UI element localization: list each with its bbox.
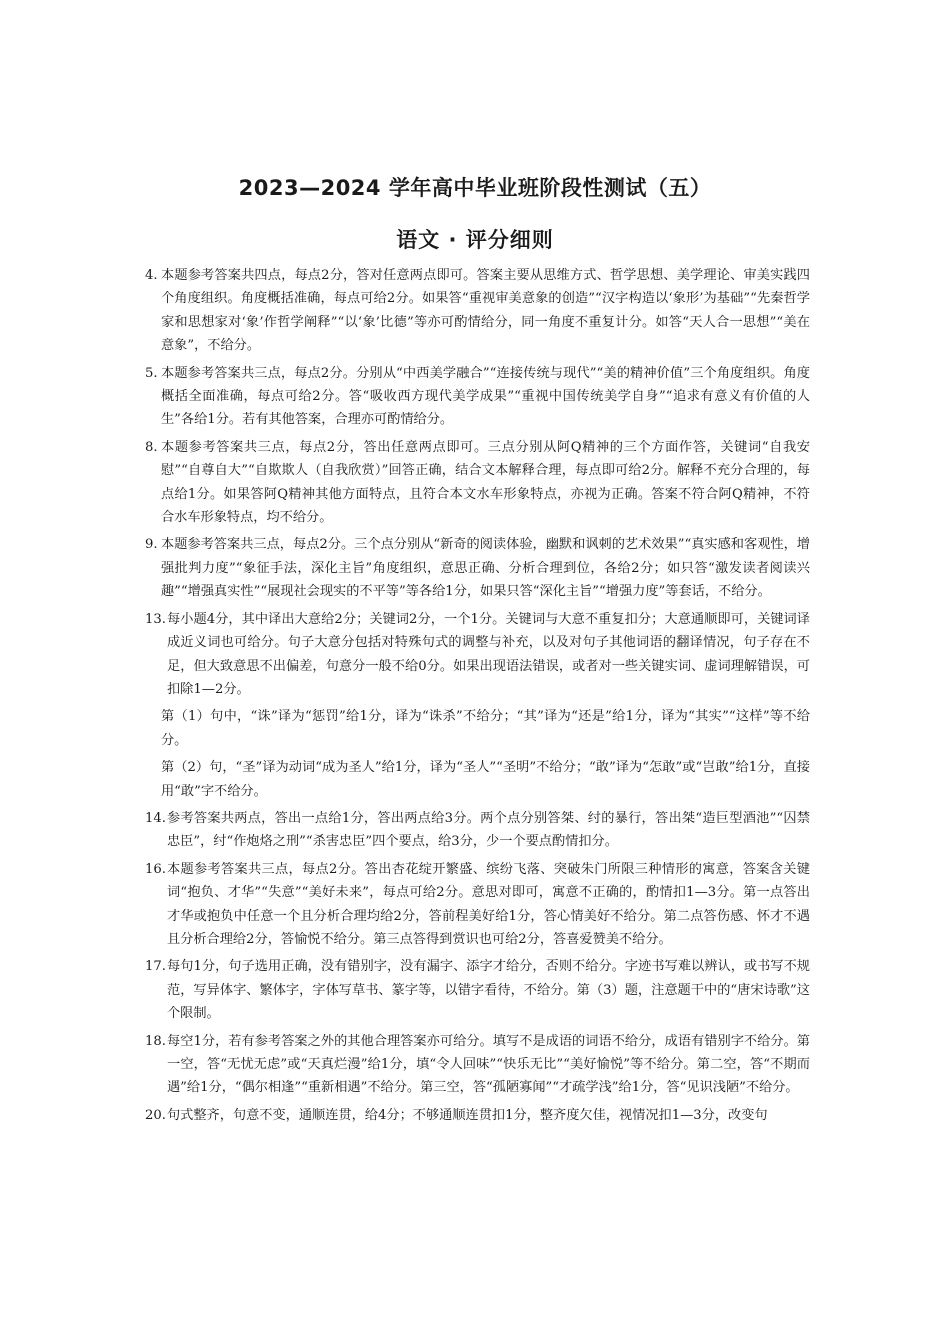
scoring-item-4 (145, 264, 810, 358)
item-number: 17. (145, 959, 166, 975)
scoring-item-5 (145, 362, 810, 432)
scoring-item-13-sub-2: 第（2）句，“圣”译为动词“成为圣人”给1分，译为“圣人”“圣明”不给分；“敢”译为“怎敢”或“岂敢”给1分，直接用“敢”字不给分。 (161, 760, 810, 799)
item-text: 每空1分，若有参考答案之外的其他合理答案亦可给分。填写不是成语的词语不给分，成语有错别字不给分。第一空，答“无忧无虑”或“天真烂漫”给1分，填“令人回味”“快乐无比”“美好愉悦”等不给分。第二空，答“不期而遇”给1分，“偶尔相逢”“重新相遇”不给分。第三空，答“孤陋寡闻”“才疏学浅”给1分，答“见识浅陋”不给分。 (167, 1033, 810, 1096)
item-number: 9. (145, 537, 158, 553)
item-text: 本题参考答案共四点，每点2分，答对任意两点即可。答案主要从思维方式、哲学思想、美学理论、审美实践四个角度组织。角度概括准确，每点可给2分。如果答“重视审美意象的创造”“汉字构造以‘象形’为基础”“先秦哲学家和思想家对‘象’作哲学阐释”“以‘象’比德”等亦可酌情给分，同一角度不重复计分。如答“天人合一思想”“美在意象”，不给分。 (161, 268, 810, 354)
item-text: 本题参考答案共三点，每点2分。分别从“中西美学融合”“连接传统与现代”“美的精神价值”三个角度组织。角度概括全面准确，每点可给2分。答“吸收西方现代美学成果”“重视中国传统美学自身”“追求有意义有价值的人生”各给1分。若有其他答案，合理亦可酌情给分。 (161, 365, 810, 428)
document-subtitle: 语文 · 评分细则 (396, 228, 554, 252)
scoring-item-13-sub-1: 第（1）句中，“诛”译为“惩罚”给1分，译为“诛杀”不给分；“其”译为“还是”给1分，译为“其实”“这样”等不给分。 (161, 709, 810, 748)
scoring-item-13 (145, 608, 810, 702)
item-number: 13. (145, 611, 166, 627)
item-text: 句式整齐，句意不变，通顺连贯，给4分；不够通顺连贯扣1分，整齐度欠佳，视情况扣1—3分，改变句 (167, 1107, 768, 1123)
scoring-item-17 (145, 955, 810, 1025)
item-number: 14. (145, 810, 166, 826)
item-text: 每小题4分，其中译出大意给2分；关键词2分，一个1分。关键词与大意不重复扣分；大意通顺即可，关键词译成近义词也可给分。句子大意分包括对特殊句式的调整与补充，以及对句子其他词语的翻译情况，句子存在不足，但大致意思不出偏差，句意分一般不给0分。如果出现语法错误，或者对一些关键实词、虚词理解错误，可扣除1—2分。 (167, 611, 810, 697)
scoring-items (145, 264, 810, 1131)
scoring-item-20 (145, 1104, 810, 1127)
item-text: 每句1分，句子选用正确，没有错别字，没有漏字、添字才给分，否则不给分。字迹书写难以辨认，或书写不规范，写异体字、繁体字，字体写草书、篆字等，以错字看待，不给分。第（3）题，注意题干中的“唐宋诗歌”这个限制。 (167, 959, 810, 1022)
item-text: 本题参考答案共三点，每点2分。三个点分别从“新奇的阅读体验，幽默和讽刺的艺术效果”“真实感和客观性，增强批判力度”“象征手法，深化主旨”角度组织，意思正确、分析合理到位，各给2分；如只答“激发读者阅读兴趣”“增强真实性”“展现社会现实的不平等”等各给1分，如果只答“深化主旨”“增强力度”等套话，不给分。 (161, 537, 810, 600)
document-title: 2023—2024 学年高中毕业班阶段性测试（五） (238, 176, 712, 200)
item-number: 8. (145, 439, 158, 455)
scoring-item-8 (145, 436, 810, 530)
item-text: 参考答案共两点，答出一点给1分，答出两点给3分。两个点分别答桀、纣的暴行，答出桀“造巨型酒池”“囚禁忠臣”，纣“作炮烙之刑”“杀害忠臣”四个要点，给3分，少一个要点酌情扣分。 (167, 810, 810, 850)
scoring-item-16 (145, 858, 810, 952)
item-number: 16. (145, 861, 166, 877)
item-text: 本题参考答案共三点，每点2分，答出任意两点即可。三点分别从阿Q精神的三个方面作答，关键词“自我安慰”“自尊自大”“自欺欺人（自我欣赏）”回答正确，结合文本解释合理，每点即可给2分。解释不充分合理的，每点给1分。如果答阿Q精神其他方面特点，且符合本文水车形象特点，亦视为正确。答案不符合阿Q精神，不符合水车形象特点，均不给分。 (161, 439, 810, 526)
item-number: 20. (145, 1107, 166, 1123)
item-text: 本题参考答案共三点，每点2分。答出杏花绽开繁盛、缤纷飞落、突破朱门所限三种情形的寓意，答案含关键词“抱负、才华”“失意”“美好未来”，每点可给2分。意思对即可，寓意不正确的，酌情扣1—3分。第一点答出才华或抱负中任意一个且分析合理均给2分，答前程美好给1分，答心情美好不给分。第二点答伤感、怀才不遇且分析合理给2分，答愉悦不给分。第三点答得到赏识也可给2分，答喜爱赞美不给分。 (167, 861, 810, 947)
item-number: 5. (145, 365, 158, 381)
item-number: 4. (145, 268, 158, 283)
scoring-item-18 (145, 1030, 810, 1100)
scoring-item-9 (145, 533, 810, 603)
scoring-item-14 (145, 807, 810, 854)
item-number: 18. (145, 1033, 166, 1049)
